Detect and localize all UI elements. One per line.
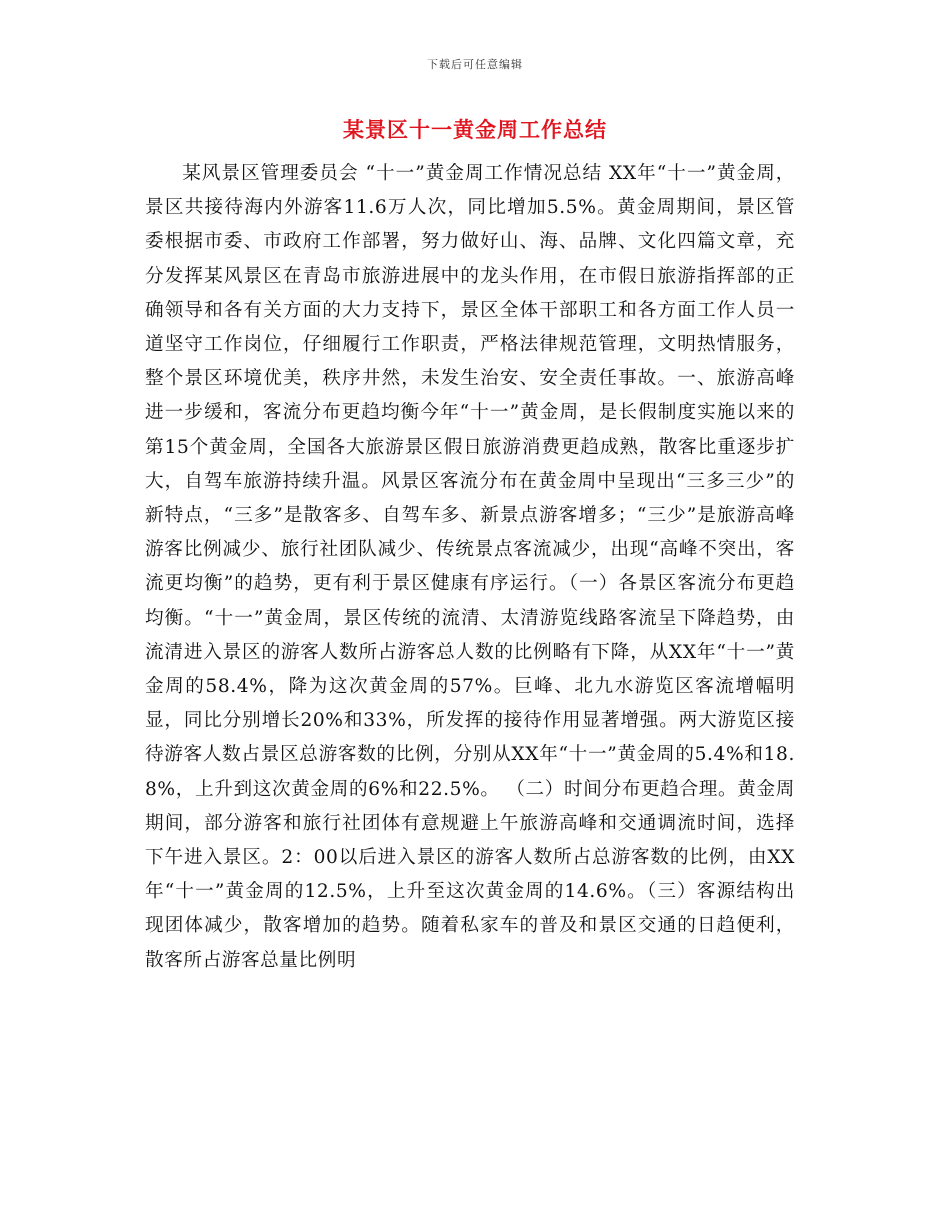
document-body-paragraph: 某风景区管理委员会 “十一”黄金周工作情况总结 XX年“十一”黄金周，景区共接待海内外游客11.6万人次，同比增加5.5%。黄金周期间，景区管委根据市委、市政府工作部署，努力做好山、海、品牌、文化四篇文章，充分发挥某风景区在青岛市旅游进展中的龙头作用，在市假日旅游指挥部的正确领导和各有关方面的大力支持下，景区全体干部职工和各方面工作人员一道坚守工作岗位，仔细履行工作职责，严格法律规范管理，文明热情服务，整个景区环境优美，秩序井然，未发生治安、安全责任事故。一、旅游高峰进一步缓和，客流分布更趋均衡今年“十一”黄金周，是长假制度实施以来的第15个黄金周，全国各大旅游景区假日旅游消费更趋成熟，散客比重逐步扩大，自驾车旅游持续升温。风景区客流分布在黄金周中呈现出“三多三少”的新特点，“三多”是散客多、自驾车多、新景点游客增多；“三少”是旅游高峰游客比例减少、旅行社团队减少、传统景点客流减少，出现“高峰不突出，客流更均衡”的趋势，更有利于景区健康有序运行。（一）各景区客流分布更趋均衡。“十一”黄金周，景区传统的流清、太清游览线路客流呈下降趋势，由流清进入景区的游客人数所占游客总人数的比例略有下降，从XX年“十一”黄金周的58.4%，降为这次黄金周的57%。巨峰、北九水游览区客流增幅明显，同比分别增长20%和33%，所发挥的接待作用显著增强。两大游览区接待游客人数占景区总游客数的比例，分别从XX年“十一”黄金周的5.4%和18.8%，上升到这次黄金周的6%和22.5%。 （二）时间分布更趋合理。黄金周期间，部分游客和旅行社团体有意规避上午旅游高峰和交通调流时间，选择下午进入景区。2：00以后进入景区的游客人数所占总游客数的比例，由XX年“十一”黄金周的12.5%，上升至这次黄金周的14.6%。（三）客源结构出现团体减少，散客增加的趋势。随着私家车的普及和景区交通的日趋便利，散客所占游客总量比例明 [145, 163, 795, 971]
document-title: 某景区十一黄金周工作总结 [343, 118, 607, 142]
header-note: 下载后可任意编辑 [427, 58, 523, 71]
